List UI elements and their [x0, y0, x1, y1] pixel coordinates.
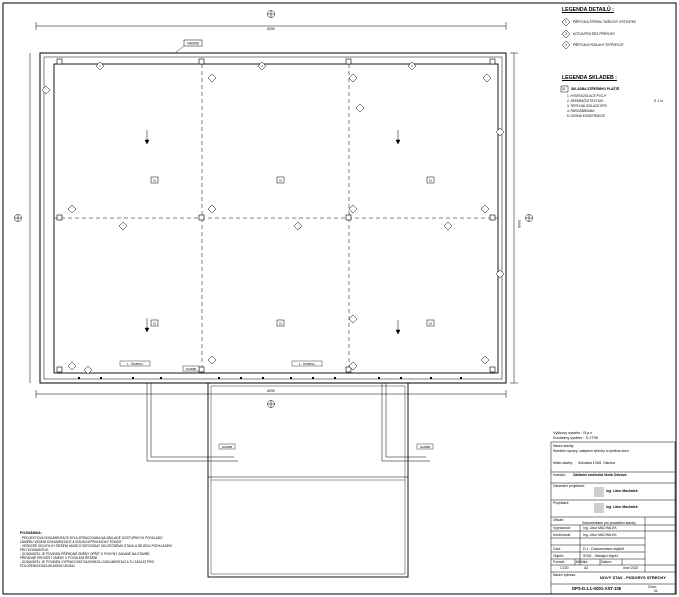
note-line: - PROJEKTOVÁ DOKUMENTACE BYLA ZPRACOVÁNA NA ZÁKLADĚ DOSTUPNÝCH PODKLADŮ: [20, 536, 163, 540]
slope-arrows: [145, 130, 400, 334]
legend-layer-line: 4. PAROZÁBRANA: [567, 109, 595, 113]
panel-code: 01: [428, 321, 433, 326]
roof-field: [54, 64, 498, 373]
drawing-value: NOVÝ STAV - PŮDORYS STŘECHY: [600, 576, 666, 580]
legend-detail-title: LEGENDA DETAILŮ :: [562, 7, 614, 13]
note-line: PRO DODAVATELE: [20, 548, 49, 552]
check-label: Kontroloval:: [553, 533, 571, 537]
drawn-label: Vypracoval:: [553, 526, 571, 530]
part-label: Část:: [553, 547, 561, 551]
bottom-label-right: 1 - ŠTRBINA: [298, 361, 316, 366]
legend-detail-symbol: 3: [565, 43, 567, 47]
legend-detail-item: KOTVA PRO ŘEZ PŘÍPOJKY: [573, 32, 616, 36]
legend-layer-line: 3. TEPELNÁ IZOLACE EPS: [567, 104, 607, 108]
panel-code: 01: [428, 178, 433, 183]
drawing-label: Název výkresu:: [553, 573, 577, 577]
panel-code: 01: [278, 178, 283, 183]
date-label: Datum:: [601, 560, 612, 564]
resp-label: Projektant:: [553, 501, 570, 505]
sheet-value: 01: [654, 589, 658, 593]
coord-system: Souřadný systém : S-JTSK: [553, 436, 599, 440]
left-dimension: [15, 53, 31, 383]
top-dim-label: 6290: [267, 27, 275, 31]
sheet-border: [3, 3, 676, 594]
date-value: únor 2023: [623, 565, 639, 570]
object-label: Objekt:: [553, 554, 564, 558]
drawn-value: Ing. Libor MACHÁLEK: [583, 526, 617, 530]
legend-layers-title: LEGENDA SKLADEB :: [562, 75, 617, 81]
stavba-value: Stavební úpravy, zateplení střechy a výměna oken: [553, 449, 629, 453]
object-value: SO01 - Stávající objekt: [583, 554, 618, 558]
bottom-label-left: 1 - ŠTRBINA: [126, 361, 144, 366]
legend-detail-item: PŘÍPOJKA PODLAHY ŠÍ PŘIPOJIT: [573, 43, 624, 47]
note-line: - DODAVATEL JE POVINEN VYPRACOVAT DÍLENSKOU DOKUMENTACI A TU ZASLAT PRO: [20, 560, 155, 564]
sheet-label: Číslo:: [648, 585, 657, 589]
legend-layer-total: S. 1 m: [654, 99, 664, 103]
scale-value: 1:100: [560, 565, 569, 570]
edge-anchors: [78, 377, 462, 379]
note-line: PŘÍPADNĚ PROVÉST ZMĚNY V POVOLENÍ ŘEŠENÍ: [20, 556, 98, 560]
stavba-label: Název stavby:: [553, 444, 575, 448]
note-line: ZÁMĚRU VEDENÍ DOKUMENTACE A VIZUÁLNÍ PROHLÍDKY STAVBY: [20, 540, 122, 544]
top-tag-leader: [175, 46, 184, 53]
right-dim-label: 3440: [517, 220, 521, 228]
legend-detail-item: PŘÍPOJKA ŠTĚRKU TAŠKOVÝ VÝSTUPEK: [573, 20, 636, 24]
investor-label: Investor:: [553, 473, 567, 477]
lower-annex: [208, 383, 408, 577]
designer-value: Ing. Libor Machálek: [606, 489, 638, 493]
note-line: - DODAVATEL JE POVINEN PŘÍPADNÉ ZMĚNY OPŘÍT O POKYNY ZADANÉ NA STAVBĚ,: [20, 552, 151, 556]
format-label: Formát:: [553, 560, 565, 564]
callout-3: 3: [411, 64, 413, 68]
note-line: - VEŠKERÉ ODCHYLKY ŘEŠENÍ MUSEJÍ ODPOVÍDAT SKUTEČNÉMU STAVU A NEJSOU PODKLADEM: [20, 544, 172, 548]
callout-1: 1: [99, 64, 101, 68]
height-system: Výškový systém : B.p.v: [553, 431, 593, 435]
investor-value: Základní umělecká škola Ostrava: [573, 473, 627, 477]
designer-label: Generální projektant:: [553, 484, 585, 488]
panel-code-boxes: [151, 177, 434, 326]
notes-heading: POZNÁMKA:: [20, 531, 42, 535]
place-value: Sokolská 176/6, Ostrava: [578, 461, 615, 465]
panel-code: 01: [278, 321, 283, 326]
resp-value: Ing. Libor Machálek: [606, 505, 638, 509]
walkway-pipes: [147, 383, 430, 461]
callout-2: 2: [261, 64, 263, 68]
legend-layer-line: 5. NOSNÁ KONSTRUKCE: [567, 114, 605, 118]
content-label: Obsah:: [553, 518, 564, 522]
panel-grid: [54, 64, 498, 373]
drawing-number: DPS-D.1.1-S001-AST-105: [572, 587, 622, 591]
legend-layer-heading: SKLADBA STŘEŠNÍHO PLÁŠTĚ: [571, 87, 620, 91]
panel-code: 01: [152, 178, 157, 183]
legend-layer-line: 1. HYDROIZOLACE PVC-P: [567, 94, 607, 98]
legend-layer-line: 2. SEPARAČNÍ TEXTILIE: [567, 99, 604, 103]
legend-detail-symbol: 1: [565, 20, 567, 24]
format-value: A3: [584, 565, 589, 570]
right-dimension: [510, 53, 533, 383]
walkway-tag-right: NA0088: [419, 444, 431, 449]
check-value: Ing. Libor MACHÁLEK: [583, 533, 617, 537]
content-value: Dokumentace pro provádění stavby: [582, 521, 636, 525]
place-label: Místo stavby:: [553, 461, 573, 465]
walkway-tag-left: NA0088: [221, 444, 233, 449]
top-tag: NA0088: [187, 41, 199, 46]
panel-code: 01: [152, 321, 157, 326]
scale-label: Měřítko:: [576, 560, 589, 564]
legend-layer-code: 01: [562, 87, 566, 91]
legend-detail-symbol: 2: [565, 32, 567, 36]
bottom-tag: NA0088: [185, 366, 197, 371]
note-line: POLOŽENÍ/ODSOUHLASENÍ ÚKONU: [20, 564, 75, 568]
bottom-dim-label: 6290: [267, 389, 275, 393]
part-value: D.1 - Dokumentace objektů: [583, 547, 625, 551]
